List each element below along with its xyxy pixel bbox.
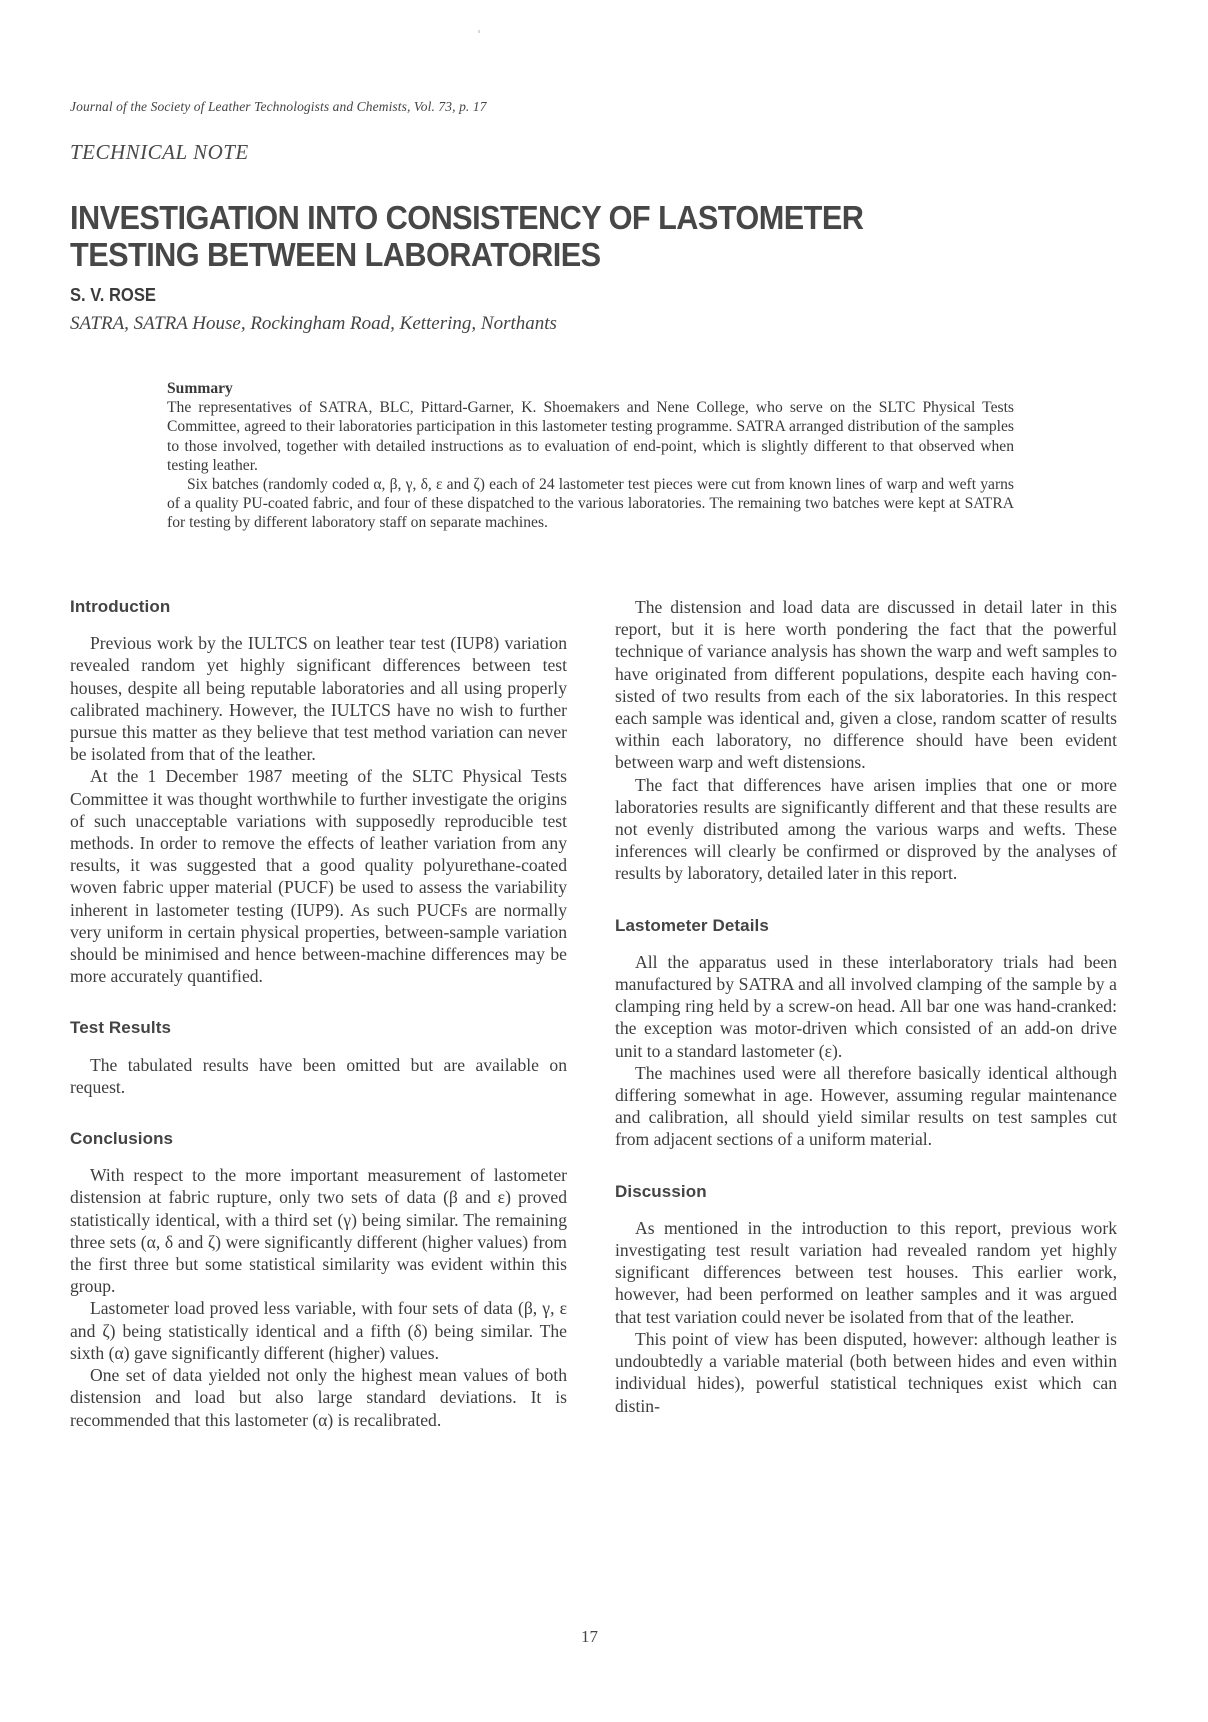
section-heading-introduction: Introduction: [70, 597, 171, 616]
section-heading-lastometer-details: Lastometer Details: [615, 915, 769, 935]
body-paragraph: This point of view has been disputed, however: although leather is undoubtedly a variable material (both between hides and even within individual hides), powerful statistical techniques exist which can distin-: [615, 1328, 1117, 1416]
body-paragraph: Previous work by the IULTCS on leather tear test (IUP8) variation revealed random yet highly significant differences between test houses, despite all being reputable laboratories and all using properly calibrated machinery. However, the IULTCS have no wish to further pursue this matter as they believe that test method variation can never be isolated from that of the leather.: [70, 633, 567, 765]
section-heading-discussion: Discussion: [615, 1181, 707, 1201]
running-head: Journal of the Society of Leather Technologists and Chemists, Vol. 73, p. 17: [70, 99, 487, 114]
body-paragraph: At the 1 December 1987 meeting of the SLTC Physical Tests Committee it was thought worthwhile to further investigate the origins of such unacceptable variations with supposedly reproducible test methods. In order to remove the effects of leather variation from any results, it was suggested that a good quality polyurethane-coated woven fabric upper material (PUCF) be used to assess the variability inherent in lastometer testing (IUP9). As such PUCFs are normally very uniform in certain physical properties, between-sample variation should be minimised and hence between-machine differences may be more accurately quantified.: [70, 766, 567, 987]
body-paragraph: One set of data yielded not only the highest mean values of both distension and load but also large standard deviations. It is recommended that this lastometer (α) is recalibrated.: [70, 1365, 567, 1430]
summary-heading: Summary: [167, 380, 233, 397]
author-name: S. V. ROSE: [70, 285, 156, 305]
scan-artifact: [478, 30, 480, 33]
body-paragraph: The machines used were all therefore basically identical although differing somewhat in age. However, assuming regular maintenance and calibration, all should yield similar results on test samples cut from adjacent sections of a uniform material.: [615, 1062, 1117, 1150]
left-column: [70, 596, 567, 1431]
body-paragraph: The tabulated results have been omitted but are available on request.: [70, 1054, 567, 1097]
body-paragraph: All the apparatus used in these interlaboratory trials had been manufactured by SATRA and all involved clamping of the sample by a clamping ring held by a screw-on head. All bar one was hand-cranked: the exception was motor-driven which consisted of an add-on drive unit to a standard lastometer (ε).: [615, 951, 1117, 1061]
body-paragraph: The fact that differences have arisen implies that one or more laboratories results are significantly different and that these results are not evenly distributed among the various warps and wefts. These inferences will clearly be confirmed or disproved by the analyses of results by laboratory, detailed later in this report.: [615, 774, 1117, 884]
summary-paragraph: The representatives of SATRA, BLC, Pittard-Garner, K. Shoemakers and Nene College, who serve on the SLTC Physical Tests Committee, agreed to their laboratories participation in this lastometer testing programme. SATRA arranged distribution of the samples to those involved, together with detailed instructions as to evaluation of end-point, which is slightly different to that observed when testing leather.: [167, 399, 1014, 474]
summary-paragraph: Six batches (randomly coded α, β, γ, δ, ε and ζ) each of 24 lastometer test pieces were cut from known lines of warp and weft yarns of a quality PU-coated fabric, and four of these dispatched to the various laboratories. The remaining two batches were kept at SATRA for testing by different laboratory staff on separate machines.: [167, 476, 1014, 532]
body-paragraph: The distension and load data are discussed in detail later in this report, but it is here worth pondering the fact that the powerful technique of variance analysis has shown the warp and weft samples to have originated from different populations, despite each having consisted of two results from each of the six laboratories. In this respect each sample was identical and, given a close, random scatter of results within each laboratory, no difference should have been evident between warp and weft distensions.: [615, 597, 1117, 773]
body-paragraph: Lastometer load proved less variable, with four sets of data (β, γ, ε and ζ) being statistically identical and a fifth (δ) being similar. The sixth (α) gave significantly different (higher) values.: [70, 1298, 567, 1363]
body-paragraph: As mentioned in the introduction to this report, previous work investigating test result variation had revealed random yet highly significant differences between test houses. This earlier work, however, had been performed on leather samples and it was argued that test variation could never be isolated from that of the leather.: [615, 1217, 1117, 1327]
article-title: INVESTIGATION INTO CONSISTENCY OF LASTOMETER TESTING BETWEEN LABORATORIES: [70, 199, 864, 273]
section-heading-test-results: Test Results: [70, 1018, 172, 1038]
body-paragraph: With respect to the more important measurement of lastometer distension at fabric rupture, only two sets of data (β and ε) proved statistically identical, with a third set (γ) being similar. The remaining three sets (α, δ and ζ) were significantly different (higher values) from the first three but some statistical similarity was evident within this group.: [70, 1165, 567, 1297]
note-type-label: TECHNICAL NOTE: [70, 140, 249, 164]
section-heading-conclusions: Conclusions: [70, 1129, 174, 1149]
summary-block: [167, 379, 1014, 533]
right-column: [615, 596, 1117, 1417]
page-number: 17: [581, 1627, 598, 1646]
author-affiliation: SATRA, SATRA House, Rockingham Road, Kettering, Northants: [70, 313, 557, 334]
